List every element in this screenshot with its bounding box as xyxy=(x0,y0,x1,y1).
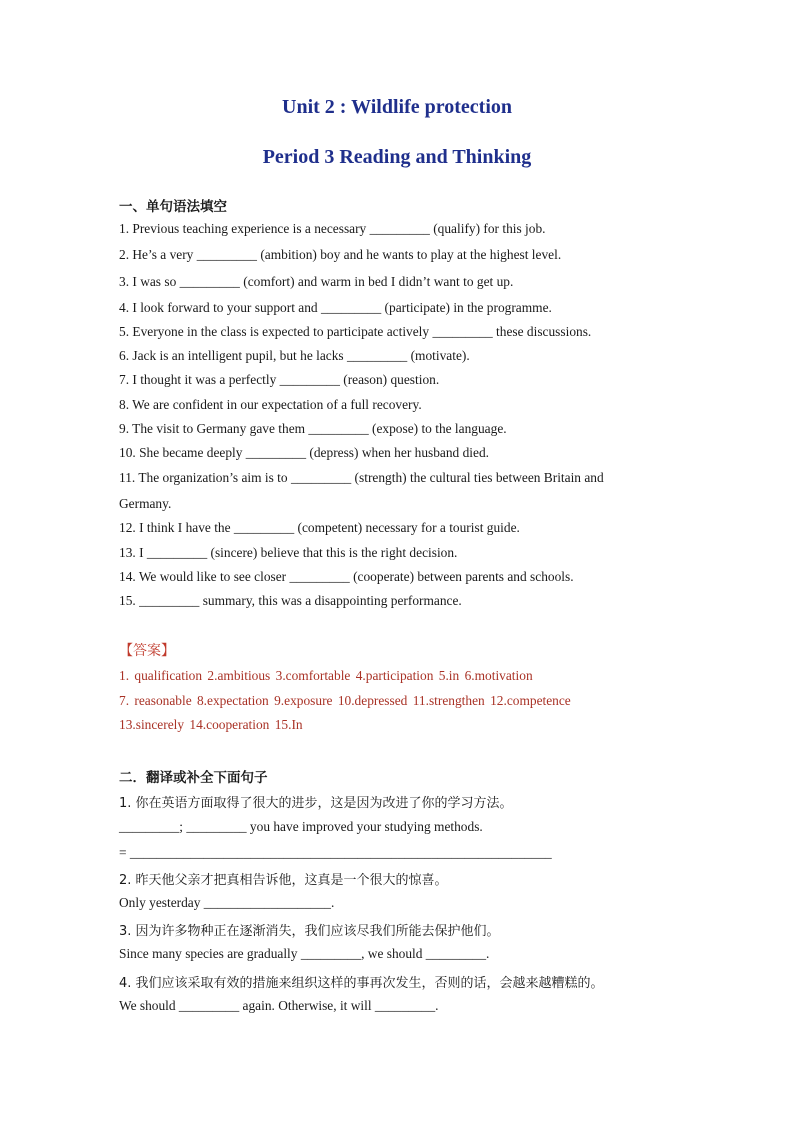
section2-heading: 二．翻译或补全下面句子 xyxy=(119,770,268,786)
translation-prompt: 3. 因为许多物种正在逐渐消失，我们应该尽我们所能去保护他们。 xyxy=(119,924,500,939)
exercise-line: 3. I was so _________ (comfort) and warm in bed I didn’t want to get up. xyxy=(119,274,514,289)
exercise-line: 12. I think I have the _________ (competent) necessary for a tourist guide. xyxy=(119,520,520,535)
exercise-line: Germany. xyxy=(119,496,172,511)
exercise-line: 8. We are confident in our expectation of a full recovery. xyxy=(119,397,422,412)
answer-line: 13.sincerely 14.cooperation 15.In xyxy=(119,717,303,732)
exercise-line: 1. Previous teaching experience is a necessary _________ (qualify) for this job. xyxy=(119,221,546,236)
translation-line: = _______________________________________________________________ xyxy=(119,845,552,860)
exercise-line: 4. I look forward to your support and _________ (participate) in the programme. xyxy=(119,300,552,315)
exercise-line: 15. _________ summary, this was a disappointing performance. xyxy=(119,593,462,608)
exercise-line: 2. He’s a very _________ (ambition) boy and he wants to play at the highest level. xyxy=(119,247,562,262)
translation-line: Since many species are gradually _________, we should _________. xyxy=(119,946,490,961)
page-subtitle: Period 3 Reading and Thinking xyxy=(262,146,532,168)
exercise-line: 10. She became deeply _________ (depress) when her husband died. xyxy=(119,445,490,460)
answer-line: 1. qualification 2.ambitious 3.comfortable 4.participation 5.in 6.motivation xyxy=(119,668,533,683)
exercise-line: 7. I thought it was a perfectly _________ (reason) question. xyxy=(119,372,440,387)
exercise-line: 11. The organization’s aim is to _________ (strength) the cultural ties between Britain and xyxy=(119,470,604,485)
answers-heading: 【答案】 xyxy=(119,643,175,659)
translation-line: We should _________ again. Otherwise, it will _________. xyxy=(119,998,439,1013)
translation-prompt: 1. 你在英语方面取得了很大的进步，这是因为改进了你的学习方法。 xyxy=(119,796,513,811)
answer-line: 7. reasonable 8.expectation 9.exposure 10.depressed 11.strengthen 12.competence xyxy=(119,693,571,708)
page-title: Unit 2 : Wildlife protection xyxy=(282,96,512,118)
section1-heading: 一、单句语法填空 xyxy=(119,199,227,215)
translation-prompt: 4. 我们应该采取有效的措施来组织这样的事再次发生，否则的话，会越来越糟糕的。 xyxy=(119,976,604,991)
translation-prompt: 2. 昨天他父亲才把真相告诉他，这真是一个很大的惊喜。 xyxy=(119,873,448,888)
exercise-line: 13. I _________ (sincere) believe that this is the right decision. xyxy=(119,545,458,560)
exercise-line: 6. Jack is an intelligent pupil, but he lacks _________ (motivate). xyxy=(119,348,470,363)
exercise-line: 9. The visit to Germany gave them _________ (expose) to the language. xyxy=(119,421,507,436)
exercise-line: 14. We would like to see closer _________ (cooperate) between parents and schools. xyxy=(119,569,574,584)
translation-line: _________; _________ you have improved your studying methods. xyxy=(119,819,483,834)
exercise-line: 5. Everyone in the class is expected to participate actively _________ these discussions. xyxy=(119,324,592,339)
translation-line: Only yesterday ___________________. xyxy=(119,895,335,910)
